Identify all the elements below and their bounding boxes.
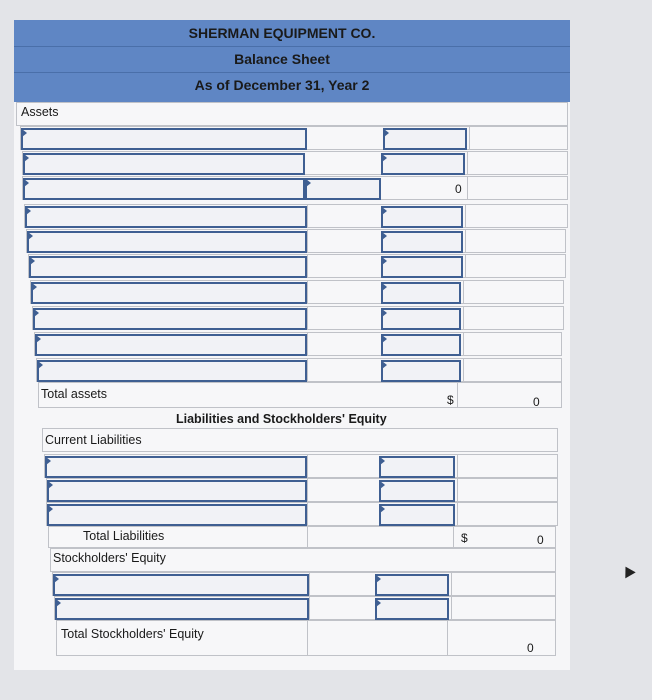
liability-name-input[interactable] [47,504,307,526]
total-liabilities-row [48,526,556,548]
asset-row [22,151,568,175]
asset-row [30,280,564,304]
total-assets-value: 0 [533,395,540,409]
asset-name-input[interactable] [21,128,307,150]
total-equity-label: Total Stockholders' Equity [61,627,204,641]
asset-name-input[interactable] [23,178,305,200]
current-liabilities-label: Current Liabilities [45,433,142,447]
statement-title: Balance Sheet [234,51,330,67]
total-liabilities-label: Total Liabilities [83,529,165,543]
total-liabilities-value: 0 [537,533,544,547]
equity-name-input[interactable] [53,574,309,596]
asset-name-input[interactable] [29,256,307,278]
sheet-header [14,20,570,102]
liability-row [46,502,558,526]
asset-amount-input[interactable] [383,128,467,150]
asset-amount-input[interactable] [381,360,461,382]
liability-row [46,478,558,502]
liabilities-equity-heading: Liabilities and Stockholders' Equity [176,412,387,426]
asset-name-input[interactable] [27,231,307,253]
liability-amount-input[interactable] [379,504,455,526]
asset-row [32,306,564,330]
asset-name-input[interactable] [35,334,307,356]
equity-row [52,572,556,596]
asset-amount-input[interactable] [381,256,463,278]
asset-amount-input[interactable] [381,334,461,356]
equity-row [54,596,556,620]
asset-name-input[interactable] [33,308,307,330]
asset-row [20,126,568,150]
asset-name-input[interactable] [23,153,305,175]
total-liabilities-currency: $ [461,531,468,545]
equity-amount-input[interactable] [375,574,449,596]
asset-row [36,358,562,382]
asset-subtotal: 0 [455,182,462,196]
asset-amount-input[interactable] [381,153,465,175]
asset-amount-input[interactable] [381,206,463,228]
liability-name-input[interactable] [47,480,307,502]
asset-row [24,204,568,228]
current-liabilities-row [42,428,558,452]
total-assets-currency: $ [447,393,454,407]
total-assets-row [38,382,562,408]
asset-name-input[interactable] [25,206,307,228]
company-name: SHERMAN EQUIPMENT CO. [188,25,376,41]
total-equity-value: 0 [527,641,534,655]
assets-heading-row [16,102,568,126]
liability-name-input[interactable] [45,456,307,478]
equity-name-input[interactable] [55,598,309,620]
asset-amount-input[interactable] [381,231,463,253]
asset-amount-input[interactable] [305,178,381,200]
asset-amount-input[interactable] [381,282,461,304]
asset-name-input[interactable] [37,360,307,382]
asset-row [26,229,566,253]
stockholders-equity-row [50,548,556,572]
asset-name-input[interactable] [31,282,307,304]
equity-amount-input[interactable] [375,598,449,620]
liability-amount-input[interactable] [379,480,455,502]
stockholders-equity-label: Stockholders' Equity [53,551,166,565]
asset-amount-input[interactable] [381,308,461,330]
asset-row [34,332,562,356]
asset-row [22,176,568,200]
total-assets-label: Total assets [41,387,108,401]
statement-date: As of December 31, Year 2 [194,77,370,93]
mouse-cursor-icon [620,564,635,579]
asset-row [28,254,566,278]
liability-amount-input[interactable] [379,456,455,478]
assets-heading: Assets [21,105,59,119]
total-equity-row [56,620,556,656]
liability-row [44,454,558,478]
balance-sheet [14,20,570,670]
